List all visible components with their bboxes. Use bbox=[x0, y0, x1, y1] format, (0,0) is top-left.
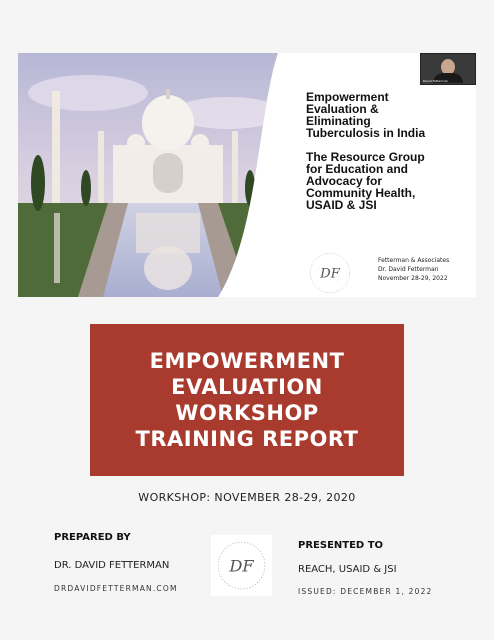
prepared-by-block bbox=[54, 532, 178, 593]
presenter-name: David Fetterman bbox=[423, 79, 449, 83]
presented-to-block bbox=[298, 540, 433, 596]
prepared-by-label: PREPARED BY bbox=[54, 532, 131, 543]
cover-slide-image bbox=[18, 53, 476, 297]
presenter-video-thumbnail bbox=[420, 53, 476, 85]
slide-subtitle-line: Advocacy for bbox=[306, 174, 383, 188]
slide-subtitle-line: The Resource Group bbox=[306, 150, 425, 164]
df-logo bbox=[211, 535, 272, 596]
title-banner bbox=[90, 324, 404, 476]
df-logo-icon bbox=[211, 535, 272, 596]
slide-subtitle-line: for Education and bbox=[306, 162, 408, 176]
slide-title bbox=[306, 91, 466, 223]
author-name: DR. DAVID FETTERMAN bbox=[54, 560, 170, 571]
presented-to-names: REACH, USAID & JSI bbox=[298, 564, 397, 575]
logo-monogram: DF bbox=[320, 266, 340, 282]
slide-credit-line: Fetterman & Associates bbox=[378, 257, 450, 264]
slide-title-line: Evaluation & bbox=[306, 102, 379, 116]
report-title: EMPOWERMENT EVALUATION WORKSHOP TRAINING REPORT bbox=[135, 349, 359, 451]
df-logo-small bbox=[308, 251, 352, 295]
issued-date: ISSUED: DECEMBER 1, 2022 bbox=[298, 587, 433, 596]
slide-title-line: Empowerment bbox=[306, 90, 389, 104]
slide-credit-line: November 28-29, 2022 bbox=[378, 275, 448, 282]
slide-credit-line: Dr. David Fetterman bbox=[378, 266, 439, 273]
logo-monogram: DF bbox=[229, 556, 254, 576]
slide-subtitle-line: Community Health, bbox=[306, 186, 416, 200]
workshop-date: WORKSHOP: NOVEMBER 28-29, 2020 bbox=[138, 491, 356, 504]
slide-subtitle-line: USAID & JSI bbox=[306, 198, 377, 212]
slide-credits bbox=[378, 256, 449, 283]
presented-to-label: PRESENTED TO bbox=[298, 540, 384, 551]
slide-title-line: Eliminating bbox=[306, 114, 371, 128]
author-website: DRDAVIDFETTERMAN.COM bbox=[54, 584, 178, 593]
slide-title-line: Tuberculosis in India bbox=[306, 126, 426, 140]
